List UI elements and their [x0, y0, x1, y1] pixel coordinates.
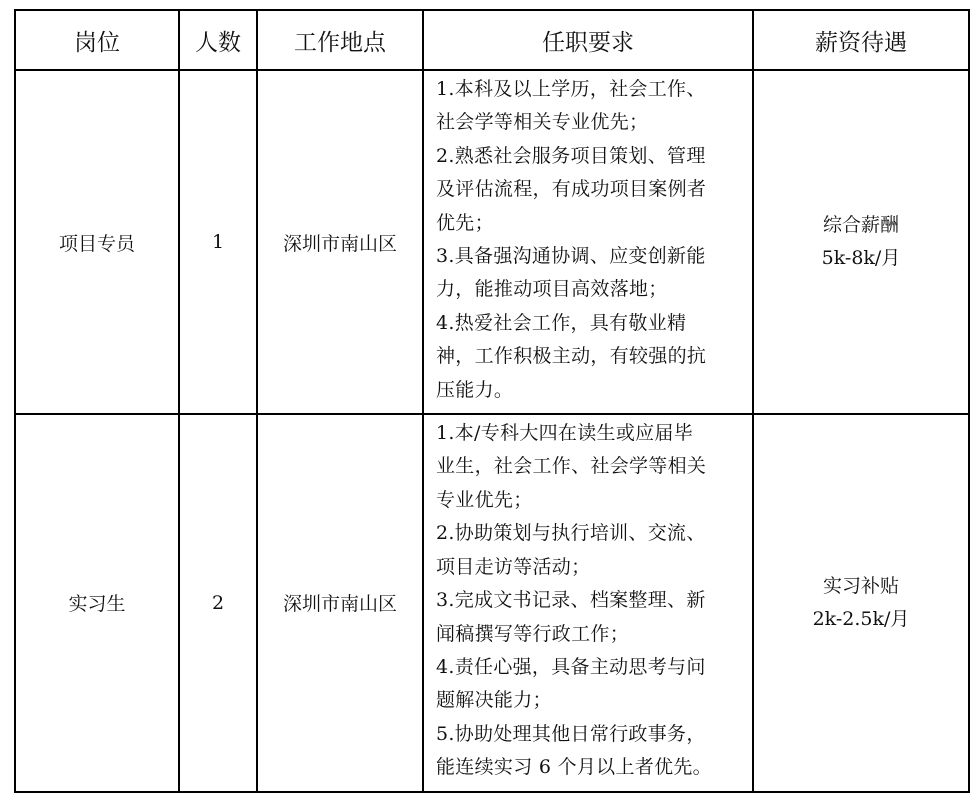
requirements-cell	[423, 414, 753, 791]
requirement-line: 项目走访等活动；	[436, 555, 591, 578]
requirement-line: 1.本/专科大四在读生或应届毕	[436, 422, 694, 445]
count-cell: 1	[179, 70, 257, 414]
requirement-line: 专业优先；	[436, 488, 533, 511]
requirements-cell	[423, 70, 753, 414]
requirement-line: 及评估流程，有成功项目案例者	[436, 178, 707, 201]
requirement-line: 2.协助策划与执行培训、交流、	[436, 522, 706, 545]
salary-label: 实习补贴	[822, 574, 899, 597]
header-position: 岗位	[15, 10, 179, 70]
requirement-line: 4.责任心强，具备主动思考与问	[436, 655, 706, 678]
header-location: 工作地点	[257, 10, 423, 70]
header-row	[15, 10, 969, 70]
requirement-line: 优先；	[436, 211, 494, 234]
position-cell: 项目专员	[15, 70, 179, 414]
requirement-line: 3.完成文书记录、档案整理、新	[436, 589, 706, 612]
table-row	[15, 414, 969, 791]
requirement-line: 神，工作积极主动，有较强的抗	[436, 345, 707, 368]
requirement-line: 3.具备强沟通协调、应变创新能	[436, 245, 706, 268]
requirement-line: 1.本科及以上学历，社会工作、	[436, 78, 706, 100]
requirement-line: 题解决能力；	[436, 689, 552, 712]
salary-cell	[753, 414, 969, 791]
requirement-line: 4.热爱社会工作，具有敬业精	[436, 311, 687, 334]
requirement-line: 力，能推动项目高效落地；	[436, 278, 668, 301]
requirement-line: 业生，社会工作、社会学等相关	[436, 455, 707, 478]
requirement-line: 能连续实习 6 个月以上者优先。	[436, 756, 712, 779]
salary-value: 5k-8k/月	[821, 247, 901, 270]
salary-label: 综合薪酬	[822, 214, 899, 237]
location-cell: 深圳市南山区	[257, 70, 423, 414]
position-cell: 实习生	[15, 414, 179, 791]
requirement-line: 闻稿撰写等行政工作；	[436, 622, 630, 645]
count-cell: 2	[179, 414, 257, 791]
requirement-line: 社会学等相关专业优先；	[436, 111, 649, 134]
job-table	[14, 9, 970, 793]
header-requirements: 任职要求	[423, 10, 753, 70]
requirement-line: 5.协助处理其他日常行政事务，	[436, 722, 706, 745]
requirement-line: 2.熟悉社会服务项目策划、管理	[436, 144, 706, 167]
salary-value: 2k-2.5k/月	[812, 607, 910, 630]
header-salary: 薪资待遇	[753, 10, 969, 70]
location-cell: 深圳市南山区	[257, 414, 423, 791]
table-row	[15, 70, 969, 414]
salary-cell	[753, 70, 969, 414]
requirement-line: 压能力。	[436, 378, 514, 401]
header-count: 人数	[179, 10, 257, 70]
